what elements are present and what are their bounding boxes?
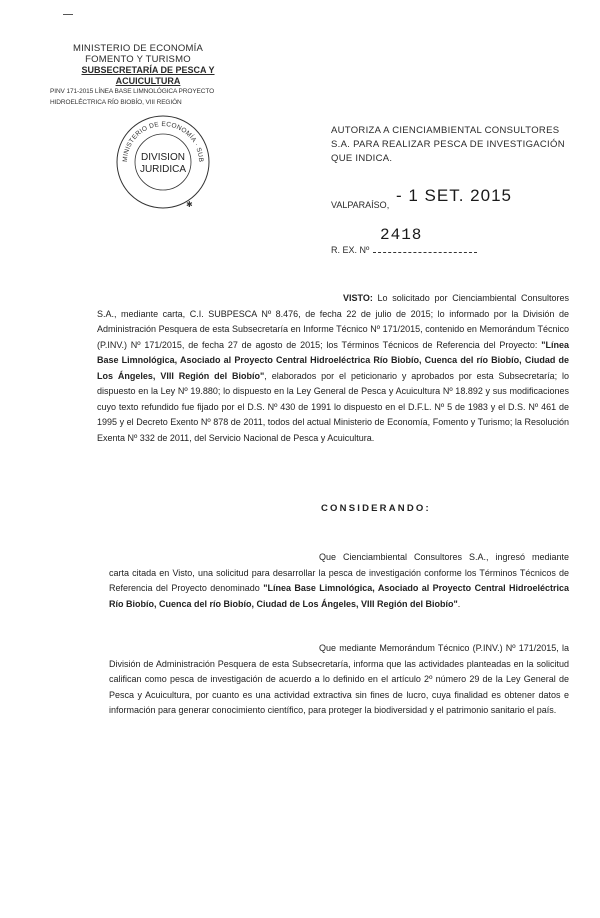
resolution-number: 2418	[380, 226, 423, 244]
considerando1-text-1: Que Cienciambiental Consultores S.A., ingresó mediante carta citada en Visto, una solicitud para desarrollar la pesca de investigación conforme los Términos Técnicos de Referencia del Proyecto denominado	[109, 552, 569, 593]
authorization-summary: AUTORIZA A CIENCIAMBIENTAL CONSULTORES S.A. PARA REALIZAR PESCA DE INVESTIGACIÓN QUE INDICA.	[331, 125, 565, 164]
visto-paragraph	[97, 291, 569, 446]
stamp-arc-text: MINISTERIO DE ECONOMÍA · SUB	[121, 120, 205, 163]
visto-text-1: Lo solicitado por Cienciambiental Consultores S.A., mediante carta, C.I. SUBPESCA Nº 8.476, de fecha 22 de julio de 2015; lo informado por la División de Administración Pesquera de esta Subsecretaría en Informe Técnico Nº 171/2015, contenido en Memorándum Técnico (P.INV.) Nº 171/2015, de fecha 27 de agosto de 2015; los Términos Técnicos de Referencia del Proyecto:	[97, 293, 569, 350]
subsecretaria-name: SUBSECRETARÍA DE PESCA Y ACUICULTURA	[81, 65, 215, 86]
resolution-date: - 1 SET. 2015	[396, 186, 513, 205]
file-reference-line1: PINV 171-2015 LÍNEA BASE LIMNOLÓGICA PROYECTO	[50, 88, 215, 95]
resolution-label-text: R. EX. Nº	[331, 245, 370, 255]
resolution-blank-line	[373, 244, 477, 253]
visto-text-2: , elaborados por el peticionario y aprobados por esta Subsecretaría; lo dispuesto en la Ley Nº 19.880; lo dispuesto en la Ley General de Pesca y Acuicultura Nº 18.892 y sus modificaciones cuyo texto refundido fue fijado por el D.S. Nº 430 de 1991 lo dispuesto en el D.F.L. Nº 5 de 1983 y el D.S. Nº 461 de 1995 y el Decreto Exento Nº 878 de 2011, todos del actual Ministerio de Economía, Fomento y Turismo; la Resolución Exenta Nº 332 de 2011, del Servicio Nacional de Pesca y Acuicultura.	[97, 370, 569, 443]
letterhead	[50, 43, 268, 108]
visto-label: VISTO:	[343, 293, 373, 303]
ministry-subtitle: FOMENTO Y TURISMO	[85, 53, 191, 65]
stamp-seal-icon	[113, 112, 213, 212]
considerando1-text-2: .	[457, 598, 461, 609]
stamp-center-line2: JURIDICA	[139, 164, 187, 175]
scan-mark	[63, 14, 73, 15]
file-reference-line2: HIDROELÉCTRICA RÍO BIOBÍO, VIII REGIÓN	[50, 99, 182, 106]
resolution-label	[331, 244, 477, 255]
considerando-heading: CONSIDERANDO:	[321, 503, 431, 514]
stamp-tick-icon: ✱	[186, 200, 193, 209]
considerando1-project-name: "Línea Base Limnológica, Asociado al Proyecto Central Hidroeléctrica Río Biobío, Cuenca del río Biobío, Ciudad de Los Ángeles, VIII Región del Biobío"	[109, 583, 569, 609]
ministry-name: MINISTERIO DE ECONOMÍA	[72, 43, 204, 54]
visto-project-name: "Línea Base Limnológica, Asociado al Proyecto Central Hidroeléctrica Río Biobío, Cuenca del río Biobío, Ciudad de Los Ángeles, VIII Región del Biobío"	[97, 339, 569, 381]
considerando-paragraph-2: Que mediante Memorándum Técnico (P.INV.) Nº 171/2015, la División de Administración Pesquera de esta Subsecretaría, informa que las actividades planteadas en la solicitud califican como pesca de investigación de acuerdo a lo definido en el artículo 2º número 29 de la Ley General de Pesca y Acuicultura, por cuanto es una actividad extractiva sin fines de lucro, cuya finalidad es obtener datos e información para generar conocimiento científico, para proteger la biodiversidad y el patrimonio sanitario el país.	[109, 643, 569, 715]
considerando-paragraph-1	[109, 550, 569, 612]
place-label: VALPARAÍSO,	[331, 200, 390, 210]
stamp-center-line1: DIVISION	[141, 152, 185, 163]
division-juridica-stamp	[113, 112, 213, 212]
